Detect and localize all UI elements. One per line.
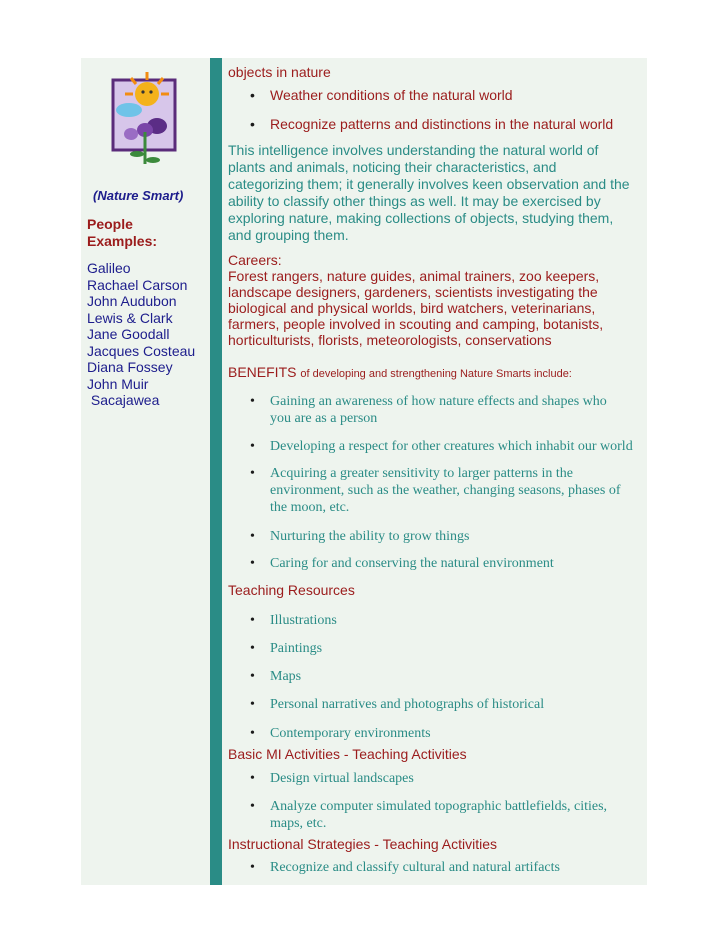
person: Rachael Carson <box>87 276 188 293</box>
column-divider <box>210 58 222 885</box>
person: Galileo <box>87 260 131 276</box>
list-item: • Recognize patterns and distinctions in the natural world <box>250 116 613 132</box>
people-list <box>87 260 195 409</box>
careers: Careers: Forest rangers, nature guides, animal trainers, zoo keepers, landscape designers, gardeners, scientists investigating the biological and physical worlds, bird watchers, veterinarians, farmers, people involved in scouting and camping, botanists, horticulturists, florists, meteorologists, conservations <box>228 252 604 348</box>
list-item: • Acquiring a greater sensitivity to larger patterns in the environment, such as the weather, changing seasons, phases of the moon, etc. <box>250 465 621 516</box>
person: John Audubon <box>87 293 177 309</box>
person: Lewis & Clark <box>87 309 173 326</box>
person: Jane Goodall <box>87 326 170 342</box>
list-item: • Paintings <box>250 640 322 657</box>
list-item: • Weather conditions of the natural world <box>250 87 513 103</box>
list-item: • Design virtual landscapes <box>250 770 414 787</box>
person: John Muir <box>87 375 149 392</box>
list-item: • Contemporary environments <box>250 725 431 742</box>
list-item: • Analyze computer simulated topographic battlefields, cities, maps, etc. <box>250 798 607 832</box>
benefits-heading: BENEFITS of developing and strengthening Nature Smarts include: <box>228 364 572 380</box>
list-item: • Personal narratives and photographs of historical <box>250 696 544 713</box>
caption: (Nature Smart) <box>93 188 184 203</box>
list-item: • Gaining an awareness of how nature effects and shapes who you are as a person <box>250 393 607 427</box>
person: Diana Fossey <box>87 359 173 375</box>
list-item: • Recognize and classify cultural and natural artifacts <box>250 859 560 876</box>
instructional-heading: Instructional Strategies - Teaching Activities <box>228 836 497 852</box>
person: Sacajawea <box>87 392 160 408</box>
description: This intelligence involves understanding the natural world of plants and animals, noticing their characteristics, and categorizing them; it generally involves keen observation and the ability to classify other things as well. It may be exercised by exploring nature, making collections of objects, studying them, and grouping them. <box>228 142 630 243</box>
list-item: • Nurturing the ability to grow things <box>250 528 469 545</box>
basic-heading: Basic MI Activities - Teaching Activities <box>228 746 467 762</box>
person: Jacques Costeau <box>87 342 196 359</box>
nature-clipart-icon <box>109 68 179 178</box>
list-item: • Developing a respect for other creatures which inhabit our world <box>250 438 633 455</box>
list-item: • Caring for and conserving the natural environment <box>250 555 554 572</box>
list-item: • Illustrations <box>250 612 337 629</box>
list-item: • Maps <box>250 668 301 685</box>
intro-text: objects in nature <box>228 64 331 80</box>
people-heading: People Examples: <box>87 216 158 249</box>
resources-heading: Teaching Resources <box>228 582 355 598</box>
